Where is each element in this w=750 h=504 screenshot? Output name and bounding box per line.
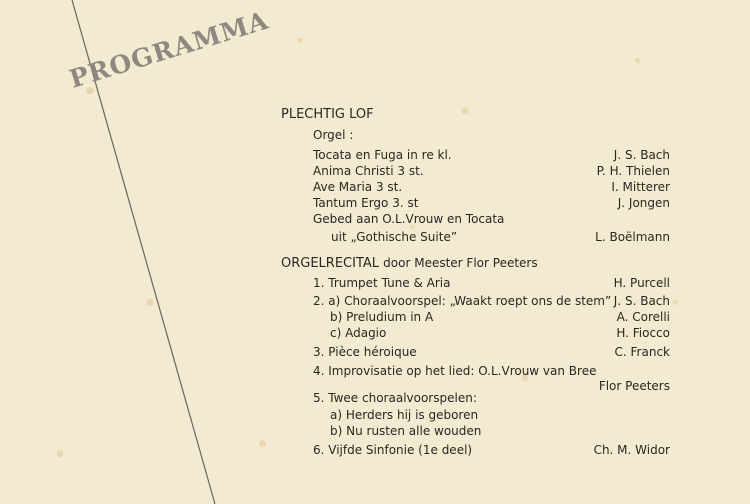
work-title: Gebed aan O.L.Vrouw en Tocata [313, 212, 505, 226]
recital-item: c) Adagio [330, 326, 387, 340]
composer-name: Flor Peeters [598, 379, 670, 393]
composer-name: H. Fiocco [616, 326, 670, 340]
orgel-label: Orgel : [313, 128, 354, 142]
recital-item: b) Preludium in A [330, 310, 434, 324]
composer-name: J. S. Bach [613, 294, 670, 308]
composer-name: H. Purcell [613, 276, 670, 290]
recital-item: 3. Pièce héroique [313, 345, 417, 359]
work-title: Tocata en Fuga in re kl. [313, 148, 452, 162]
recital-item: b) Nu rusten alle wouden [330, 424, 482, 438]
section-heading-main: ORGELRECITAL [281, 256, 380, 271]
work-title: uit „Gothische Suite” [331, 230, 458, 244]
recital-item: a) Herders hij is geboren [330, 408, 479, 422]
recital-item: 4. Improvisatie op het lied: O.L.Vrouw van Bree [313, 364, 597, 378]
recital-item: 2. a) Choraalvoorspel: „Waakt roept ons de stem” [313, 294, 612, 308]
work-title: Ave Maria 3 st. [313, 180, 403, 194]
composer-name: C. Franck [614, 345, 670, 359]
programme-title: PROGRAMMA [66, 5, 273, 94]
work-title: Anima Christi 3 st. [313, 164, 424, 178]
composer-name: L. Boëlmann [595, 230, 670, 244]
section-heading-rest: door Meester Flor Peeters [383, 256, 538, 270]
composer-name: A. Corelli [616, 310, 670, 324]
section-heading-plechtig-lof: PLECHTIG LOF [281, 107, 374, 122]
recital-item: 1. Trumpet Tune & Aria [313, 276, 451, 290]
work-title: Tantum Ergo 3. st [313, 196, 419, 210]
recital-item: 5. Twee choraalvoorspelen: [313, 391, 477, 405]
composer-name: P. H. Thielen [596, 164, 670, 178]
composer-name: J. S. Bach [613, 148, 670, 162]
recital-item: 6. Vijfde Sinfonie (1e deel) [313, 443, 473, 457]
composer-name: J. Jongen [617, 196, 670, 210]
composer-name: I. Mitterer [611, 180, 670, 194]
section-heading-orgelrecital [281, 256, 538, 271]
composer-name: Ch. M. Widor [593, 443, 670, 457]
